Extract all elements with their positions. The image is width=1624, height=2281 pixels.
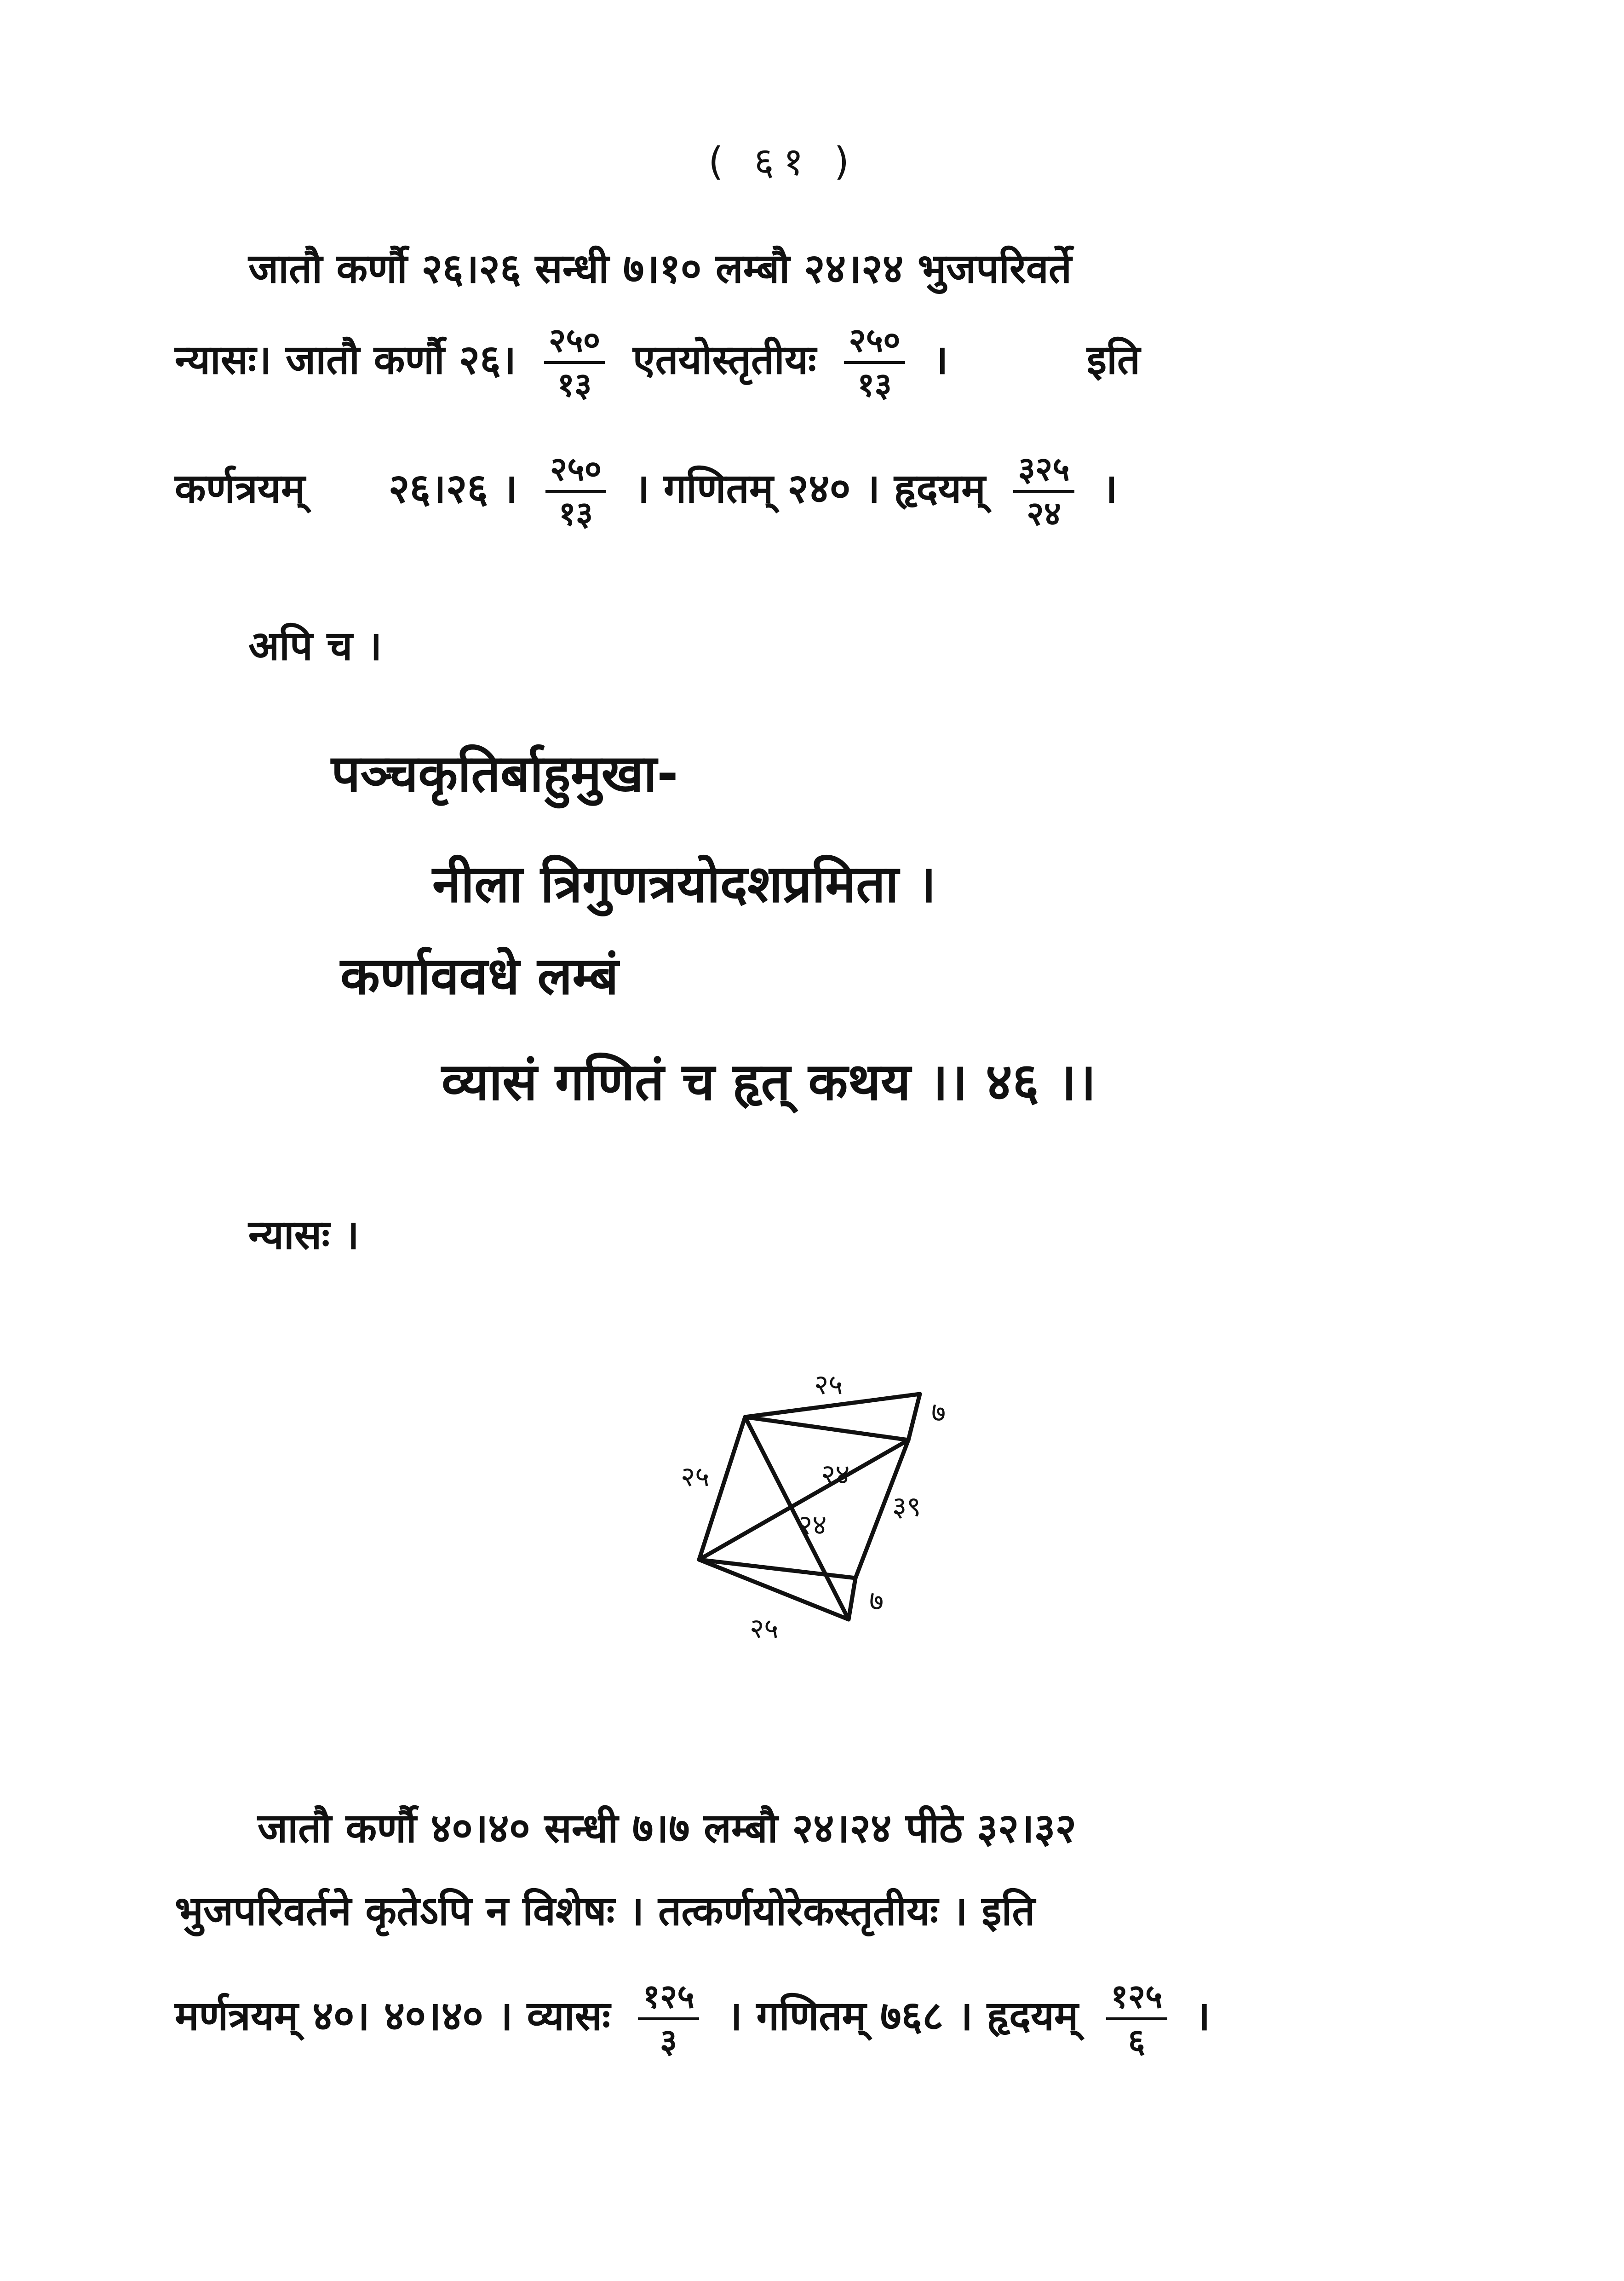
text-segment: । गणितम् २४० । हृदयम्	[634, 465, 986, 513]
text-line-1: जातौ कर्णौ २६।२६ सन्धी ७।१० लम्बौ २४।२४ भुजपरिवर्ते	[248, 245, 1072, 292]
verse-line-3: कर्णाववधे लम्बं	[340, 946, 619, 1006]
fraction	[544, 322, 605, 403]
fraction-numerator: २५०	[544, 322, 605, 364]
fraction-numerator: २५०	[844, 322, 905, 364]
diagram-label-inner-1: २४	[821, 1458, 850, 1491]
text-segment: २६।२६ ।	[388, 465, 518, 513]
fraction	[545, 451, 606, 532]
text-line-6: जातौ कर्णौ ४०।४० सन्धी ७।७ लम्बौ २४।२४ पीठे ३२।३२	[258, 1804, 1077, 1852]
fraction-denominator: १३	[557, 365, 592, 404]
text-line-4: अपि च ।	[248, 622, 382, 669]
text-segment: एतयोस्तृतीयः	[632, 336, 816, 384]
fraction-denominator: १३	[857, 365, 892, 404]
text-line-7: भुजपरिवर्तने कृतेऽपि न विशेषः । तत्कर्णयोरेकस्तृतीयः । इति	[175, 1887, 1035, 1935]
fraction-numerator: १२५	[1106, 1978, 1167, 2020]
text-line-8	[175, 1978, 1211, 2059]
page-number: ( ६१ )	[708, 139, 859, 184]
fraction	[638, 1978, 699, 2059]
text-segment: मर्णत्रयम् ४०। ४०।४० । व्यासः	[175, 1992, 610, 2040]
diagram-label-top: २५	[814, 1369, 843, 1401]
fraction	[844, 322, 905, 403]
diagram-label-top-right: ७	[931, 1396, 946, 1429]
fraction	[1106, 1978, 1167, 2059]
diagonal-1	[745, 1417, 849, 1619]
verse-line-2: नीला त्रिगुणत्रयोदशप्रमिता ।	[432, 854, 936, 914]
text-segment: ।	[1195, 1992, 1211, 2040]
text-segment: ।	[1102, 465, 1118, 513]
text-line-5: न्यासः ।	[248, 1211, 360, 1258]
text-segment: । गणितम् ७६८ । हृदयम्	[727, 1992, 1079, 2040]
diagram-label-right: ३९	[892, 1491, 921, 1523]
fraction-numerator: २५०	[545, 451, 606, 493]
fraction-denominator: ६	[1128, 2022, 1146, 2061]
fraction	[1013, 451, 1074, 532]
diagram-label-inner-2: २४	[798, 1509, 827, 1541]
fraction-denominator: ३	[660, 2022, 677, 2061]
fraction-numerator: १२५	[638, 1978, 699, 2020]
fraction-denominator: २४	[1027, 494, 1062, 533]
diagram-label-bottom: २५	[750, 1613, 779, 1645]
edge-top-right	[908, 1394, 920, 1440]
text-segment: इति	[1086, 336, 1141, 384]
diagram-label-bottom-right: ७	[869, 1585, 884, 1617]
verse-line-4: व्यासं गणितं च हृत् कथय ।। ४६ ।।	[442, 1052, 1096, 1112]
diagram-label-left: २५	[681, 1461, 710, 1493]
inner-line-top	[745, 1417, 908, 1440]
text-line-2	[175, 322, 1140, 403]
text-segment: न्यासः। जातौ कर्णौ २६।	[175, 336, 516, 384]
quadrilateral-diagram	[662, 1362, 975, 1675]
edge-bottom-right	[849, 1578, 855, 1619]
text-line-3	[175, 451, 1118, 532]
fraction-denominator: १३	[558, 494, 593, 533]
text-segment: ।	[933, 336, 948, 384]
text-segment: कर्णत्रयम्	[175, 465, 305, 513]
verse-line-1: पञ्चकृतिर्बाहुमुखा-	[331, 744, 678, 804]
fraction-numerator: ३२५	[1013, 451, 1074, 493]
